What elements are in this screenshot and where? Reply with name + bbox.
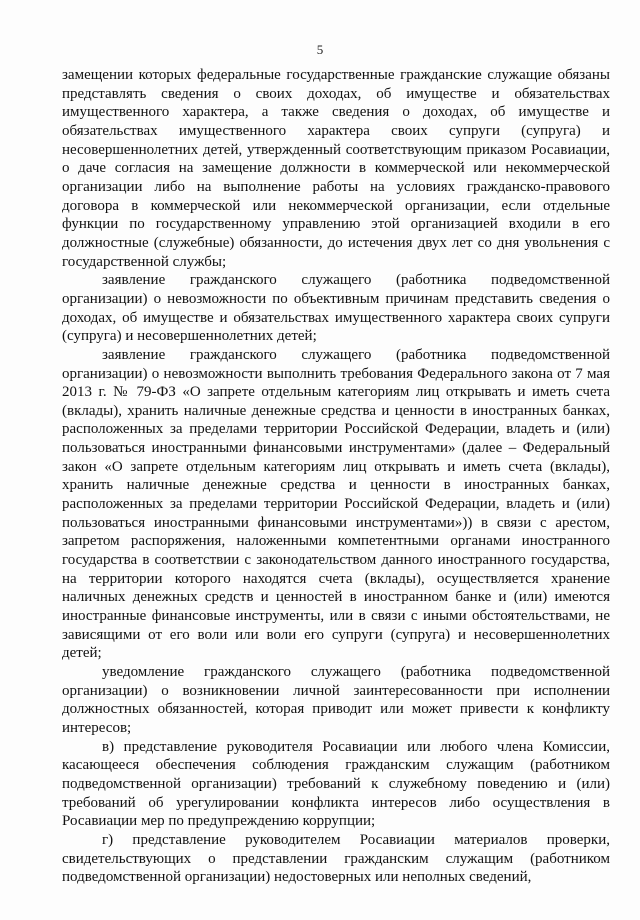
paragraph-continuation: замещении которых федеральные государственные гражданские служащие обязаны представлять сведения о своих доходах, об имуществе и обязательствах имущественного характера, а также сведения о доходах, об имуществе и обязательствах имущественного характера своих супруги (супруга) и несовершеннолетних детей, утвержденный соответствующим приказом Росавиации, о даче согласия на замещение должности в коммерческой или некоммерческой организации либо на выполнение работы на условиях гражданско-правового договора в коммерческой или некоммерческой организации, если отдельные функции по государственному управлению этой организацией входили в его должностные (служебные) обязанности, до истечения двух лет со дня увольнения с государственной службы; [62,67,610,270]
paragraph-income-statement-impossibility: заявление гражданского служащего (работника подведомственной организации) о невозможности по объективным причинам представить сведения о доходах, об имуществе и обязательствах имущественного характера своих супруги (супруга) и несовершеннолетних детей; [62,272,610,345]
paragraph-foreign-accounts-impossibility: заявление гражданского служащего (работника подведомственной организации) о невозможности выполнить требования Федерального закона от 7 мая 2013 г. № 79-ФЗ «О запрете отдельным категориям лиц открывать и иметь счета (вклады), хранить наличные денежные средства и ценности в иностранных банках, расположенных за пределами территории Российской Федерации, владеть и (или) пользоваться иностранными финансовыми инструментами» (далее – Федеральный закон «О запрете отдельным категориям лиц открывать и иметь счета (вклады), хранить наличные денежные средства и ценности в иностранных банках, расположенных за пределами территории Российской Федерации, владеть и (или) пользоваться иностранными финансовыми инструментами»)) в связи с арестом, запретом распоряжения, наложенными компетентными органами иностранного государства в соответствии с законодательством данного иностранного государства, на территории которого находятся счета (вклады), осуществляется хранение наличных денежных средств и ценностей в иностранном банке и (или) имеются иностранные финансовые инструменты, или в связи с иными обстоятельствами, не зависящими от его воли или воли его супруги (супруга) и несовершеннолетних детей; [62,346,610,662]
paragraph-item-g: г) представление руководителем Росавиации материалов проверки, свидетельствующих о представлении гражданским служащим (работником подведомственной организации) недостоверных или неполных сведений, [62,831,610,886]
page-number: 5 [316,42,324,57]
document-body [62,66,610,887]
paragraph-item-v: в) представление руководителя Росавиации или любого члена Комиссии, касающееся обеспечения соблюдения гражданским служащим (работником подведомственной организации) требований к служебному поведению и (или) требований об урегулировании конфликта интересов либо осуществления в Росавиации мер по предупреждению коррупции; [62,738,610,830]
paragraph-conflict-of-interest-notice: уведомление гражданского служащего (работника подведомственной организации) о возникновении личной заинтересованности при исполнении должностных обязанностей, которая приводит или может привести к конфликту интересов; [62,664,610,736]
